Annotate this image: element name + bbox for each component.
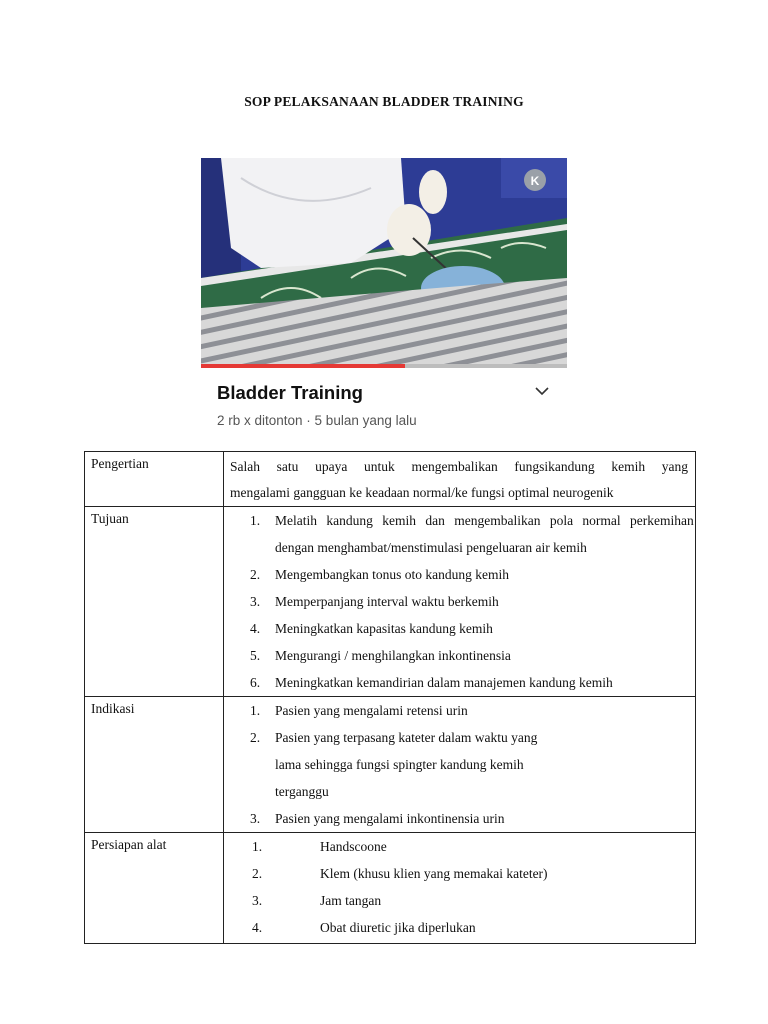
list-item — [224, 860, 695, 887]
table-row — [85, 507, 696, 697]
list-item — [224, 615, 695, 642]
list-number: 3. — [250, 811, 261, 826]
chevron-down-icon[interactable] — [533, 384, 551, 398]
video-progress-bar — [201, 364, 405, 368]
list-item — [224, 805, 695, 832]
list-item — [224, 697, 695, 724]
list-text: Jam tangan — [320, 893, 382, 908]
list-text: Mengurangi / menghilangkan inkontinensia — [275, 648, 511, 663]
equipment-list — [224, 833, 695, 941]
row-content — [224, 833, 696, 944]
row-label: Indikasi — [85, 697, 224, 833]
indication-list — [224, 697, 695, 832]
list-text: Obat diuretic jika diperlukan — [320, 920, 476, 935]
list-text: Pasien yang mengalami inkontinensia urin — [275, 811, 505, 826]
list-number: 1. — [250, 703, 261, 718]
list-number: 3. — [250, 594, 261, 609]
list-text: Meningkatkan kemandirian dalam manajemen kandung kemih — [275, 675, 613, 690]
list-item — [224, 724, 695, 805]
row-label: Persiapan alat — [85, 833, 224, 944]
list-text: Pasien yang mengalami retensi urin — [275, 703, 468, 718]
list-text: Pasien yang terpasang kateter dalam waktu yang — [275, 730, 538, 745]
list-item — [224, 507, 695, 561]
list-item — [224, 642, 695, 669]
table-row — [85, 697, 696, 833]
list-number: 2. — [252, 866, 263, 881]
list-number: 1. — [252, 839, 263, 854]
list-text: lama sehingga fungsi spingter kandung kemih — [275, 757, 524, 772]
video-meta: 2 rb x ditonton · 5 bulan yang lalu — [217, 413, 417, 428]
list-item — [224, 561, 695, 588]
video-frame-illustration — [201, 158, 567, 368]
document-title: SOP PELAKSANAAN BLADDER TRAINING — [244, 94, 524, 109]
definition-line: Salah satu upaya untuk mengembalikan fungsikandung kemih yang — [230, 459, 688, 474]
row-content — [224, 452, 696, 507]
list-number: 6. — [250, 675, 261, 690]
purpose-list — [224, 507, 695, 696]
list-number: 2. — [250, 730, 261, 745]
table-row — [85, 452, 696, 507]
list-text: Klem (khusu klien yang memakai kateter) — [320, 866, 548, 881]
list-text: Handscoone — [320, 839, 387, 854]
list-item — [224, 833, 695, 860]
definition-line: mengalami gangguan ke keadaan normal/ke fungsi optimal neurogenik — [230, 485, 614, 500]
list-item — [224, 887, 695, 914]
list-text: dengan menghambat/menstimulasi pengeluaran air kemih — [275, 540, 587, 555]
row-content — [224, 507, 696, 697]
list-text: Meningkatkan kapasitas kandung kemih — [275, 621, 493, 636]
list-text: Memperpanjang interval waktu berkemih — [275, 594, 499, 609]
list-text: Melatih kandung kemih dan mengembalikan pola normal perkemihan — [275, 513, 694, 528]
list-item — [224, 588, 695, 615]
sop-table — [84, 451, 696, 944]
list-text: terganggu — [275, 784, 329, 799]
row-content — [224, 697, 696, 833]
video-title[interactable]: Bladder Training — [217, 382, 363, 403]
list-item — [224, 669, 695, 696]
list-item — [224, 914, 695, 941]
svg-text:K: K — [530, 174, 540, 188]
list-number: 3. — [252, 893, 263, 908]
list-number: 1. — [250, 513, 261, 528]
list-number: 2. — [250, 567, 261, 582]
video-thumbnail[interactable] — [201, 158, 567, 368]
table-row — [85, 833, 696, 944]
list-number: 4. — [252, 920, 263, 935]
list-text: Mengembangkan tonus oto kandung kemih — [275, 567, 509, 582]
list-number: 5. — [250, 648, 261, 663]
list-number: 4. — [250, 621, 261, 636]
row-label: Pengertian — [85, 452, 224, 507]
row-label: Tujuan — [85, 507, 224, 697]
